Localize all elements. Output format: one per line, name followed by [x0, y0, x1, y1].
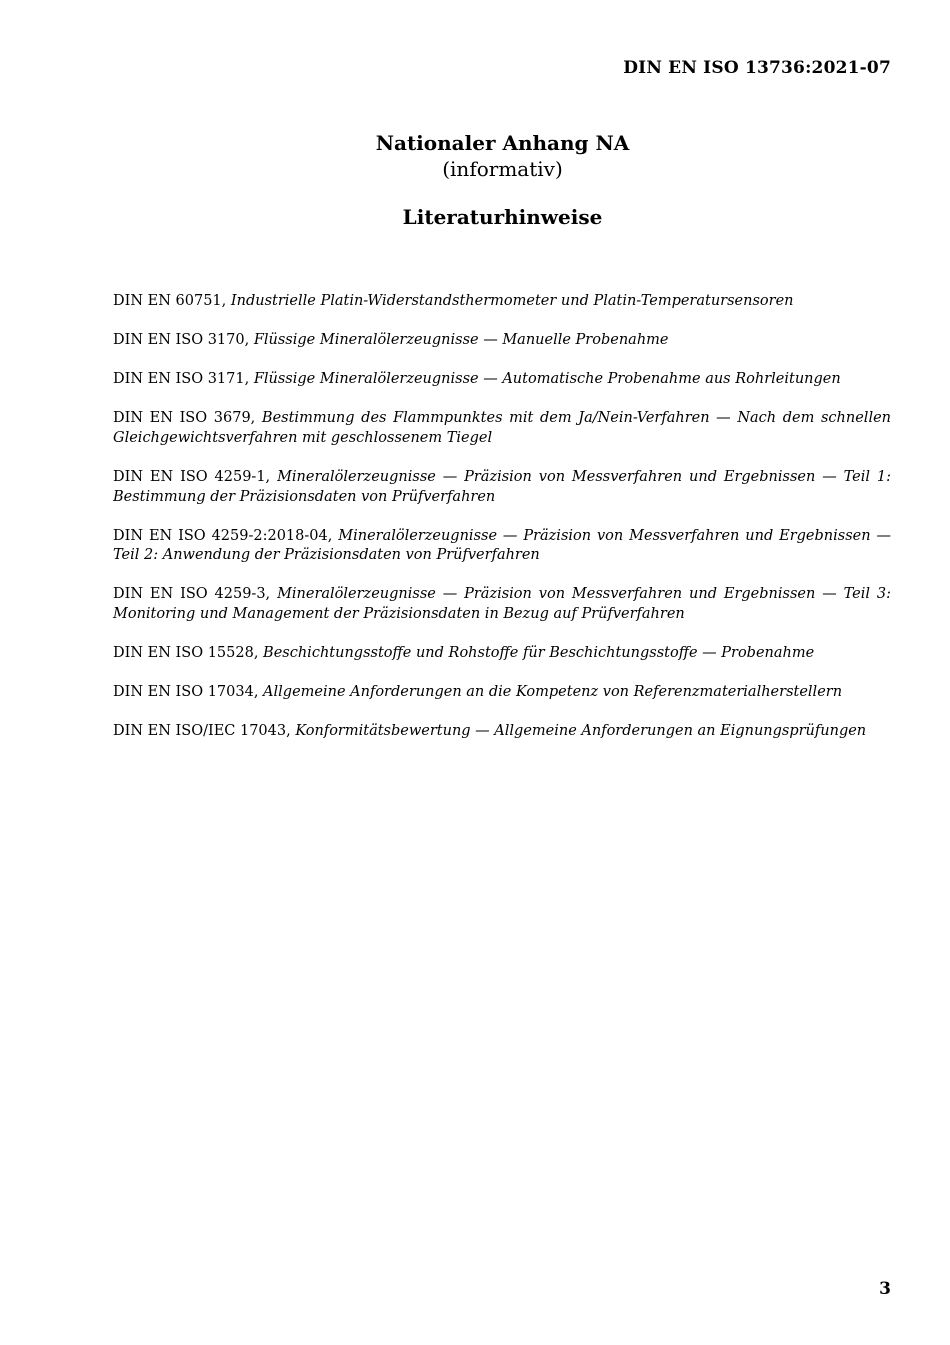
- reference-title: Flüssige Mineralölerzeugnisse — Automatische Probenahme aus Rohrleitungen: [253, 371, 841, 388]
- reference-item: [113, 644, 891, 664]
- reference-code: DIN EN ISO 17034,: [113, 684, 259, 701]
- reference-title: Bestimmung des Flammpunktes mit dem Ja/Nein-Verfahren — Nach dem schnellen Gleichgewichtsverfahren mit geschlossenem Tiegel: [113, 410, 892, 446]
- reference-title: Allgemeine Anforderungen an die Kompetenz von Referenzmaterialherstellern: [263, 684, 843, 701]
- reference-title: Konformitätsbewertung — Allgemeine Anforderungen an Eignungsprüfungen: [295, 723, 867, 740]
- reference-code: DIN EN 60751,: [113, 293, 227, 309]
- reference-title: Mineralölerzeugnisse — Präzision von Messverfahren und Ergebnissen — Teil 3: Monitoring und Management der Präzisionsdaten in Bezug auf Prüfverfahren: [113, 586, 891, 622]
- reference-item: [113, 409, 891, 448]
- reference-code: DIN EN ISO 4259-2:2018-04,: [113, 527, 333, 544]
- reference-item: [113, 331, 891, 351]
- reference-code: DIN EN ISO 4259-3,: [113, 586, 271, 603]
- reference-title: Mineralölerzeugnisse — Präzision von Messverfahren und Ergebnissen — Teil 1: Bestimmung der Präzisionsdaten von Prüfverfahren: [113, 468, 891, 505]
- reference-item: [113, 468, 891, 507]
- reference-code: DIN EN ISO 3171,: [113, 371, 250, 388]
- annex-title: Nationaler Anhang NA: [375, 131, 630, 155]
- annex-subtitle: (informativ): [442, 157, 563, 181]
- annex-heading: [0, 130, 950, 230]
- reference-item: [113, 683, 891, 703]
- reference-item: [113, 370, 891, 390]
- reference-code: DIN EN ISO/IEC 17043,: [113, 723, 291, 740]
- reference-code: DIN EN ISO 4259-1,: [113, 468, 271, 485]
- reference-code: DIN EN ISO 3170,: [113, 332, 250, 349]
- section-title: Literaturhinweise: [402, 205, 603, 229]
- reference-item: [113, 585, 891, 624]
- document-id: DIN EN ISO 13736:2021-07: [623, 58, 891, 78]
- reference-item: [113, 722, 891, 742]
- reference-title: Industrielle Platin-Widerstandsthermometer und Platin-Temperatursensoren: [230, 293, 794, 309]
- reference-code: DIN EN ISO 15528,: [113, 645, 259, 662]
- reference-title: Mineralölerzeugnisse — Präzision von Messverfahren und Ergebnissen — Teil 2: Anwendung der Präzisionsdaten von Prüfverfahren: [113, 527, 891, 564]
- reference-item: [113, 292, 891, 312]
- reference-code: DIN EN ISO 3679,: [113, 410, 256, 427]
- reference-list: [113, 292, 891, 761]
- page-number: 3: [879, 1279, 891, 1299]
- reference-item: [113, 527, 891, 566]
- reference-title: Flüssige Mineralölerzeugnisse — Manuelle Probenahme: [253, 332, 669, 349]
- reference-title: Beschichtungsstoffe und Rohstoffe für Beschichtungsstoffe — Probenahme: [263, 645, 815, 662]
